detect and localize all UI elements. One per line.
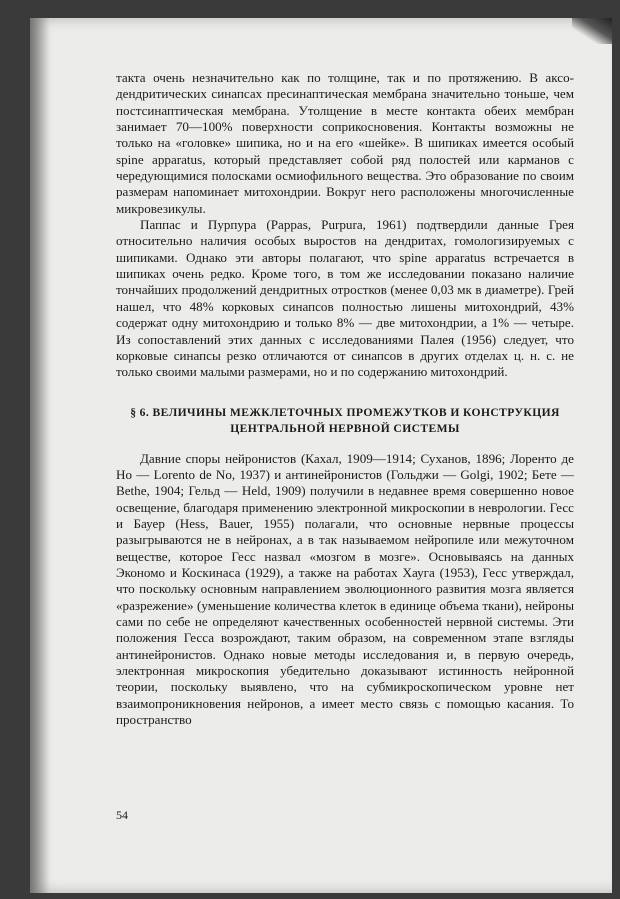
page-number: 54: [116, 808, 128, 822]
paragraph-1: такта очень незначительно как по толщине, так и по протяжению. В аксо-дендритических синапсах пресинаптическая мембрана значительно тоньше, чем постсинаптическая мембрана. Утолщение в месте контакта обеих мембран занимает 70—100% поверхности соприкосновения. Контакты возможны не только на «головке» шипика, но и на его «шейке». В шипиках имеется особый spine apparatus, который представляет собой ряд полостей или карманов с чередующимися полосками осмиофильного вещества. Это образование по своим размерам напоминает митохондрии. Вокруг него расположены многочисленные микровезикулы.: [116, 70, 574, 216]
page-corner: [572, 18, 612, 44]
binding-shadow: [30, 18, 50, 893]
section-heading: [116, 405, 574, 437]
book-page: [30, 18, 612, 893]
section-heading-line-1: § 6. ВЕЛИЧИНЫ МЕЖКЛЕТОЧНЫХ ПРОМЕЖУТКОВ И КОНСТРУКЦИЯ: [130, 405, 560, 419]
paragraph-3: Давние споры нейронистов (Кахал, 1909—1914; Суханов, 1896; Лоренто де Но — Lorento de No, 1937) и антинейронистов (Гольджи — Golgi, 1902; Бете — Bethe, 1904; Гельд — Held, 1909) получили в недавнее время совершенно новое освещение, благодаря применению электронной микроскопии в неврологии. Гесс и Бауер (Hess, Bauer, 1955) полагали, что основные нервные процессы разыгрываются не в нейронах, а в так называемом нейропиле или межуточном веществе, которое Гесс назвал «мозгом в мозге». Основываясь на данных Экономо и Коскинаса (1929), а также на работах Хауга (1953), Гесс утверждал, что поскольку основным направлением эволюционного развития мозга является «разрежение» (уменьшение количества клеток в единице объема ткани), нейроны сами по себе не определяют качественных особенностей нервной системы. Эти положения Гесса возрождают, таким образом, на современном этапе взгляды антинейронистов. Однако новые методы исследования и, в первую очередь, электронная микроскопия убедительно доказывают истинность нейронной теории, поскольку выявлено, что на субмикроскопическом уровне нет взаимопроникновения нейронов, а имеет место связь с помощью касания. То пространство: [116, 450, 574, 728]
paragraph-2: Паппас и Пурпура (Pappas, Purpura, 1961) подтвердили данные Грея относительно наличия особых выростов на дендритах, гомологизируемых с шипиками. Однако эти авторы полагают, что spine apparatus встречается в шипиках очень редко. Кроме того, в том же исследовании показано наличие тончайших продолжений дендритных отростков (менее 0,03 мк в диаметре). Грей нашел, что 48% корковых синапсов полностью лишены митохондрий, 43% содержат одну митохондрию и только 8% — две митохондрии, а 1% — четыре. Из сопоставлений этих данных с исследованиями Палея (1956) следует, что корковые синапсы резко отличаются от синапсов в других отделах ц. н. с. не только своими малыми размерами, но и по содержанию митохондрий.: [116, 217, 574, 380]
page-text: [116, 70, 574, 728]
section-heading-line-2: ЦЕНТРАЛЬНОЙ НЕРВНОЙ СИСТЕМЫ: [230, 421, 460, 435]
